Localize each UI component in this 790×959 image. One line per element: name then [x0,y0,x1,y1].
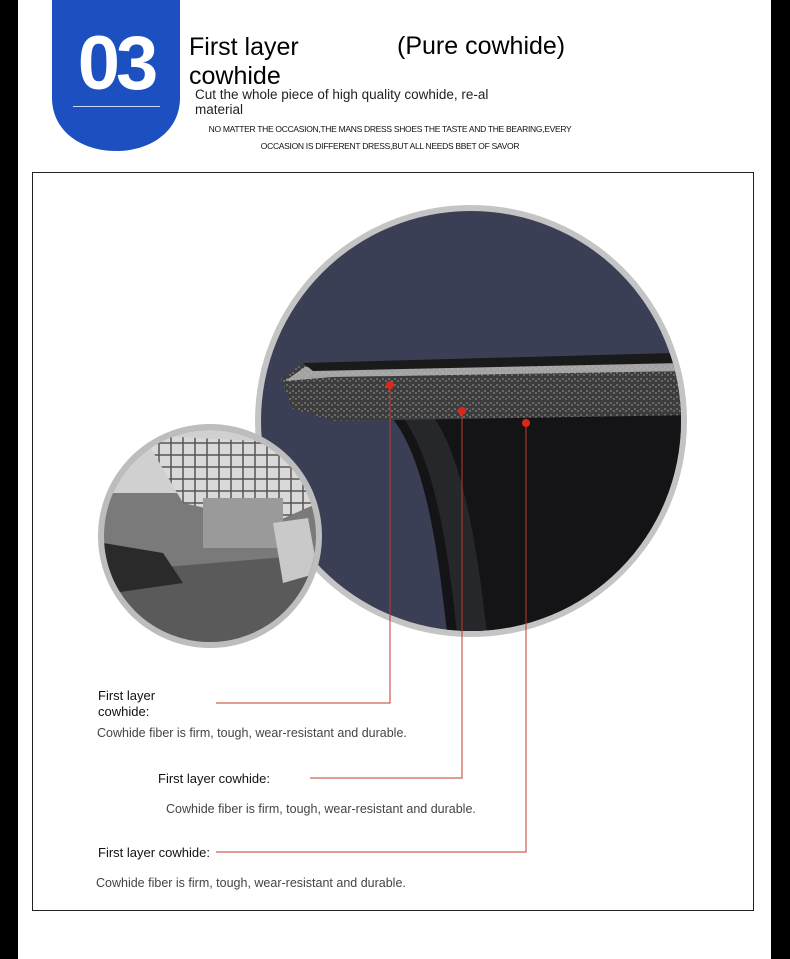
callout-dot-2 [458,407,466,415]
tagline-line-2: OCCASION IS DIFFERENT DRESS,BUT ALL NEEDS BBET OF SAVOR [260,141,520,151]
badge-number: 03 [77,21,155,106]
callout-dot-3 [522,419,530,427]
section-number-badge [52,0,180,151]
tagline-line-1: NO MATTER THE OCCASION,THE MANS DRESS SHOES THE TASTE AND THE BEARING,EVERY [208,124,572,134]
heading-title-note: (Pure cowhide) [397,32,566,60]
callout-description-2: Cowhide fiber is firm, tough, wear-resistant and durable. [166,802,476,816]
heading-title: First layer cowhide [189,33,299,90]
callout-label-2: First layer cowhide: [158,771,270,786]
sole-closeup-circle [253,203,693,643]
tagline [200,121,580,155]
callout-label-1: First layer cowhide: [98,688,156,719]
badge-underline [73,106,160,107]
callout-dot-1 [386,381,394,389]
callout-description-3: Cowhide fiber is firm, tough, wear-resistant and durable. [96,876,406,890]
callout-description-1: Cowhide fiber is firm, tough, wear-resistant and durable. [97,726,407,740]
left-edge-bar [0,0,18,959]
callout-label-3: First layer cowhide: [98,845,210,860]
right-edge-bar [771,0,790,959]
heading-subtitle: Cut the whole piece of high quality cowhide, re-al material [195,87,489,117]
